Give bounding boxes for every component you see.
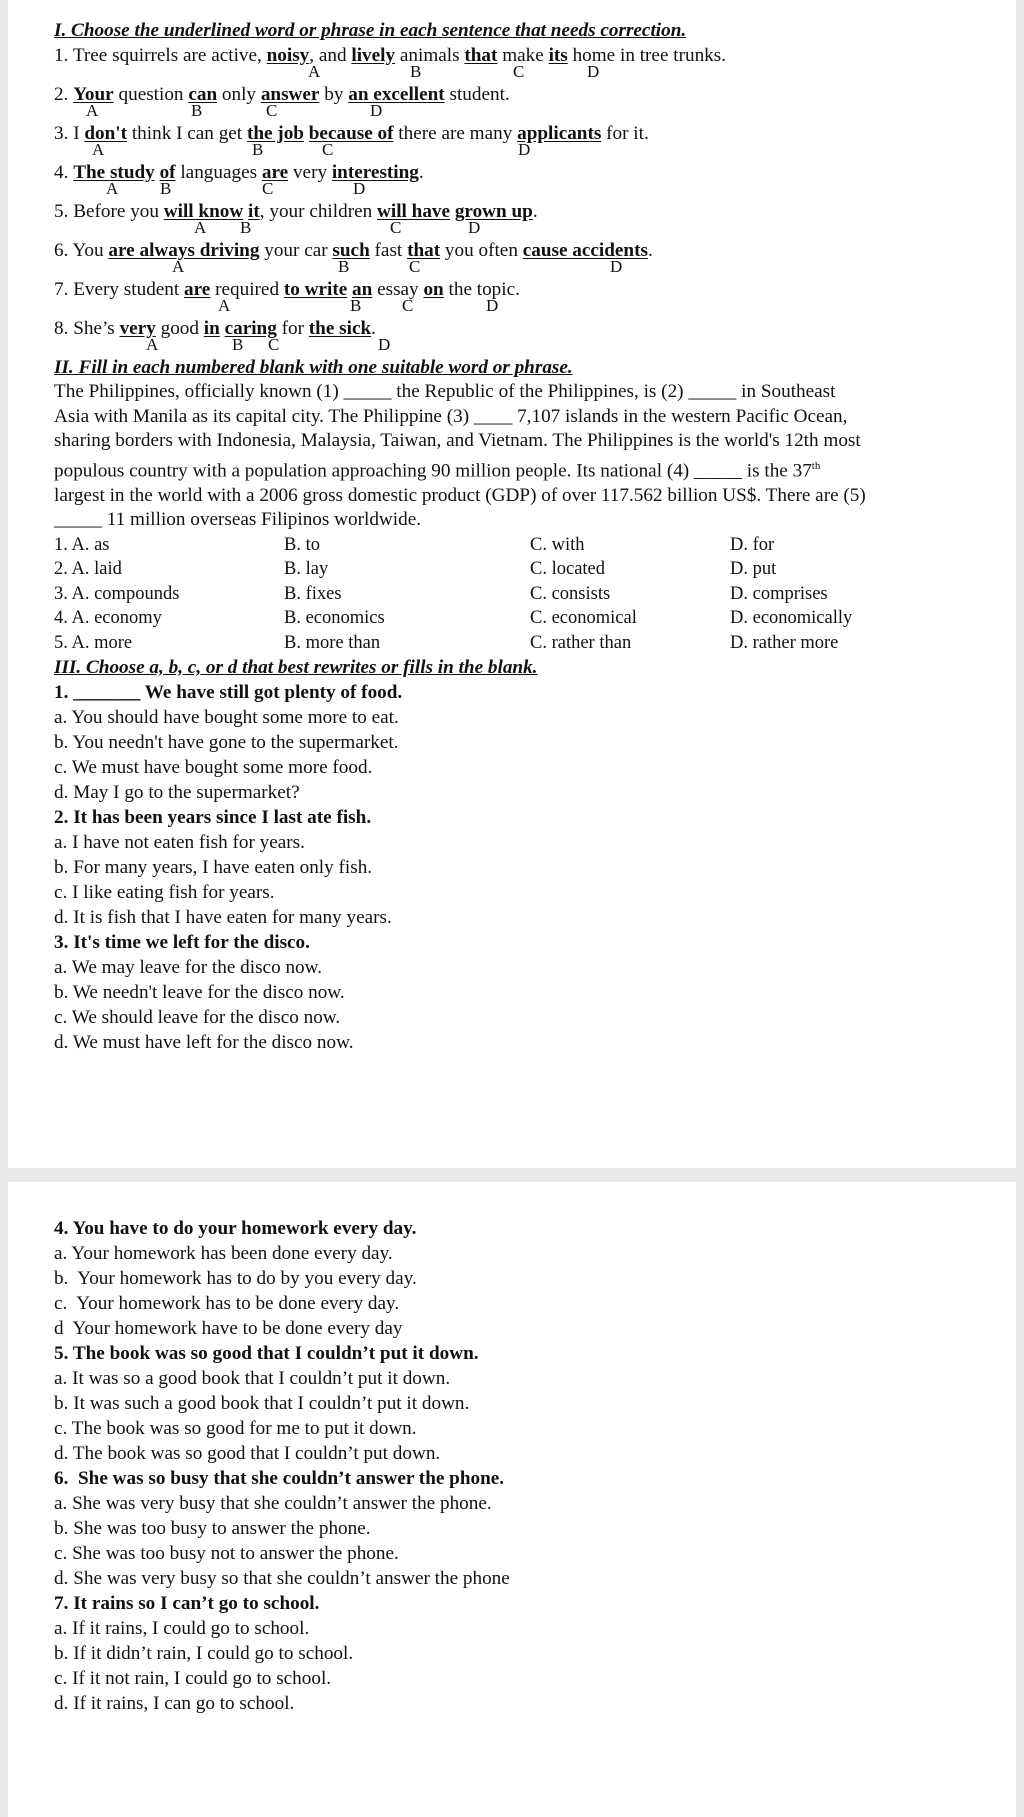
choice: d. She was very busy so that she couldn’t answer the phone <box>54 1568 510 1589</box>
letter-a: A <box>106 179 119 198</box>
text: make <box>497 45 549 66</box>
underlined-option-b: in <box>203 318 220 339</box>
underlined-option-a: Your <box>73 84 114 105</box>
s3-question-prompt: 5. The book was so good that I couldn’t put it down. <box>54 1343 479 1364</box>
s1-q8-letters <box>54 337 966 355</box>
letter-d: D <box>518 140 531 159</box>
s1-q6-letters <box>54 259 966 277</box>
letter-b: B <box>350 296 362 315</box>
option: C. economical <box>530 608 637 629</box>
text: you often <box>440 240 523 261</box>
letter-d: D <box>468 218 481 237</box>
option: C. rather than <box>530 632 632 653</box>
choice: b. It was such a good book that I couldn’t put it down. <box>54 1393 470 1414</box>
passage-line: The Philippines, officially known (1) _____ the Republic of the Philippines, is (2) _____ in Southeast <box>54 381 836 402</box>
text: 8. She’s <box>54 318 120 339</box>
underlined-option-c: that <box>407 240 441 261</box>
section-2-title: II. Fill in each numbered blank with one suitable word or phrase. <box>54 357 573 378</box>
s3-question-prompt: 7. It rains so I can’t go to school. <box>54 1593 320 1614</box>
text: your car <box>259 240 333 261</box>
section-3-title: III. Choose a, b, c, or d that best rewrites or fills in the blank. <box>54 656 538 678</box>
underlined-option-d: its <box>548 45 568 66</box>
option: C. consists <box>530 583 611 604</box>
option: D. economically <box>730 608 853 629</box>
option: C. located <box>530 559 606 580</box>
text: 1. Tree squirrels are active, <box>54 45 267 66</box>
section-1-title: I. Choose the underlined word or phrase in each sentence that needs correction. <box>54 20 687 41</box>
text: for it. <box>601 123 649 144</box>
passage-line: Asia with Manila as its capital city. The Philippine (3) ____ 7,107 islands in the western Pacific Ocean, <box>54 405 848 427</box>
underlined-option-a: very <box>119 318 156 339</box>
option: 3. A. compounds <box>54 583 180 604</box>
letter-d: D <box>610 257 623 276</box>
text: essay <box>372 279 424 300</box>
choice: b. For many years, I have eaten only fish. <box>54 856 373 878</box>
letter-c: C <box>266 101 278 120</box>
s1-q7-letters <box>54 298 966 316</box>
letter-c: C <box>513 62 525 81</box>
underlined-option-a: The study <box>73 162 155 183</box>
underlined-option-c: will have <box>377 201 451 222</box>
choice: a. She was very busy that she couldn’t answer the phone. <box>54 1493 492 1514</box>
option: D. rather more <box>730 632 839 653</box>
text: . <box>647 240 653 261</box>
underlined-option-b: to write <box>283 279 348 300</box>
underlined-option-c: answer <box>260 84 320 105</box>
option: B. lay <box>284 559 329 580</box>
text: 7. Every student <box>54 279 185 300</box>
underlined-option-b: can <box>188 84 218 105</box>
letter-c: C <box>409 257 421 276</box>
choice: a. I have not eaten fish for years. <box>54 831 305 853</box>
letter-c: C <box>390 218 402 237</box>
letter-b: B <box>338 257 350 276</box>
s1-q4-letters <box>54 181 966 199</box>
choice: d. May I go to the supermarket? <box>54 781 300 803</box>
letter-d: D <box>370 101 383 120</box>
text: 3. I <box>54 123 85 144</box>
text: animals <box>395 45 465 66</box>
page-1 <box>8 0 1016 1168</box>
option: B. economics <box>284 608 385 629</box>
underlined-option-b: such <box>332 240 370 261</box>
underlined-option-b: it <box>248 201 260 222</box>
underlined-option-c: that <box>464 45 498 66</box>
choice: b. We needn't leave for the disco now. <box>54 981 345 1003</box>
s1-q1-letters <box>54 64 966 82</box>
underlined-option-b: of <box>159 162 176 183</box>
text: , and <box>309 45 352 66</box>
text: . <box>532 201 538 222</box>
text: 6. You <box>54 240 109 261</box>
option: 4. A. economy <box>54 608 162 629</box>
text: . <box>418 162 424 183</box>
superscript: th <box>811 459 821 472</box>
text: the topic. <box>443 279 520 300</box>
letter-d: D <box>486 296 499 315</box>
letter-a: A <box>172 257 185 276</box>
underlined-option-b: lively <box>351 45 396 66</box>
choice: a. We may leave for the disco now. <box>54 956 323 978</box>
option: 5. A. more <box>54 632 133 653</box>
choice: d. The book was so good that I couldn’t put down. <box>54 1443 441 1464</box>
s3-question-prompt: 1. _______ We have still got plenty of food. <box>54 681 403 703</box>
text: think I can get <box>127 123 247 144</box>
passage <box>54 380 966 533</box>
text: only <box>217 84 261 105</box>
letter-b: B <box>240 218 252 237</box>
choice: c. We should leave for the disco now. <box>54 1006 341 1028</box>
underlined-option-a: will know <box>163 201 244 222</box>
underlined-option-b: the job <box>246 123 304 144</box>
underlined-option-d: cause accidents <box>522 240 648 261</box>
passage-line: largest in the world with a 2006 gross domestic product (GDP) of over 117.562 billion US$. There are (5) <box>54 484 866 506</box>
s1-q2-letters <box>54 103 966 121</box>
choice: d Your homework have to be done every day <box>54 1318 403 1339</box>
choice: d. We must have left for the disco now. <box>54 1031 354 1053</box>
choice: d. It is fish that I have eaten for many years. <box>54 906 392 928</box>
letter-b: B <box>252 140 264 159</box>
s1-q5-letters <box>54 220 966 238</box>
passage-line <box>54 454 966 484</box>
option: B. fixes <box>284 583 342 604</box>
choice: c. Your homework has to be done every day. <box>54 1293 400 1314</box>
underlined-option-d: interesting <box>331 162 419 183</box>
text: for <box>276 318 309 339</box>
option: C. with <box>530 534 585 555</box>
letter-c: C <box>262 179 274 198</box>
text: very <box>288 162 332 183</box>
choice: a. It was so a good book that I couldn’t put it down. <box>54 1368 451 1389</box>
text: 5. Before you <box>54 201 164 222</box>
choice: b. If it didn’t rain, I could go to school. <box>54 1643 354 1664</box>
page-2 <box>8 1182 1016 1817</box>
choice: c. I like eating fish for years. <box>54 881 275 903</box>
underlined-option-d: applicants <box>517 123 602 144</box>
underlined-option-c: are <box>261 162 289 183</box>
text: fast <box>369 240 408 261</box>
letter-b: B <box>191 101 203 120</box>
letter-b: B <box>232 335 244 354</box>
underlined-option-a: are always driving <box>108 240 260 261</box>
choice: c. We must have bought some more food. <box>54 756 373 778</box>
option: D. for <box>730 534 775 555</box>
text: by <box>319 84 349 105</box>
underlined-option-c: caring <box>224 318 277 339</box>
letter-c: C <box>402 296 414 315</box>
letter-a: A <box>194 218 207 237</box>
letter-d: D <box>587 62 600 81</box>
s1-q3-letters <box>54 142 966 160</box>
text: . <box>371 318 376 339</box>
text: , your children <box>259 201 377 222</box>
option: B. to <box>284 534 320 555</box>
underlined-option-c: because of <box>308 123 394 144</box>
underlined-option-a: are <box>184 279 211 300</box>
letter-a: A <box>86 101 99 120</box>
s3-question-prompt: 6. She was so busy that she couldn’t answer the phone. <box>54 1468 505 1489</box>
choice: b. She was too busy to answer the phone. <box>54 1518 371 1539</box>
passage-text: populous country with a population approaching 90 million people. Its national (4) _____ is the 37 <box>54 460 812 482</box>
s3-question-prompt: 3. It's time we left for the disco. <box>54 931 310 953</box>
option: 1. A. as <box>54 534 110 555</box>
underlined-option-d: an excellent <box>348 84 445 105</box>
choice: b. Your homework has to do by you every day. <box>54 1268 417 1289</box>
text: 4. <box>54 162 74 183</box>
letter-a: A <box>308 62 321 81</box>
s3-question-prompt: 2. It has been years since I last ate fish. <box>54 806 372 828</box>
choice: c. She was too busy not to answer the phone. <box>54 1543 399 1564</box>
underlined-option-a: don't <box>84 123 128 144</box>
page-1-content <box>54 18 966 1055</box>
letter-b: B <box>160 179 172 198</box>
option: D. comprises <box>730 583 828 604</box>
passage-line: sharing borders with Indonesia, Malaysia, Taiwan, and Vietnam. The Philippines is the world's 12th most <box>54 430 861 452</box>
text: student. <box>444 84 510 105</box>
passage-line: _____ 11 million overseas Filipinos worldwide. <box>54 509 422 531</box>
letter-a: A <box>218 296 231 315</box>
page-2-content <box>54 1216 966 1716</box>
option: B. more than <box>284 632 381 653</box>
text: question <box>113 84 189 105</box>
choice: a. If it rains, I could go to school. <box>54 1618 310 1639</box>
letter-a: A <box>92 140 105 159</box>
letter-d: D <box>378 335 391 354</box>
choice: a. You should have bought some more to eat. <box>54 706 399 728</box>
choice: c. If it not rain, I could go to school. <box>54 1668 332 1689</box>
option: 2. A. laid <box>54 559 122 580</box>
letter-c: C <box>322 140 334 159</box>
text: required <box>210 279 284 300</box>
letter-d: D <box>353 179 366 198</box>
underlined-option-d: grown up <box>454 201 533 222</box>
text: there are many <box>393 123 518 144</box>
text: good <box>155 318 204 339</box>
underlined-option-a: noisy <box>266 45 310 66</box>
underlined-option-d: on <box>423 279 444 300</box>
choice: c. The book was so good for me to put it down. <box>54 1418 417 1439</box>
letter-b: B <box>410 62 422 81</box>
option: D. put <box>730 559 777 580</box>
underlined-option-d: the sick <box>308 318 372 339</box>
s3-question-prompt: 4. You have to do your homework every day. <box>54 1218 417 1239</box>
text: home in tree trunks. <box>567 45 727 66</box>
options-grid <box>54 533 966 655</box>
underlined-option-c: an <box>352 279 373 300</box>
letter-c: C <box>268 335 280 354</box>
choice: b. You needn't have gone to the supermarket. <box>54 731 399 753</box>
text: 2. <box>54 84 74 105</box>
letter-a: A <box>146 335 159 354</box>
choice: d. If it rains, I can go to school. <box>54 1693 295 1714</box>
text: languages <box>175 162 262 183</box>
choice: a. Your homework has been done every day. <box>54 1243 393 1264</box>
